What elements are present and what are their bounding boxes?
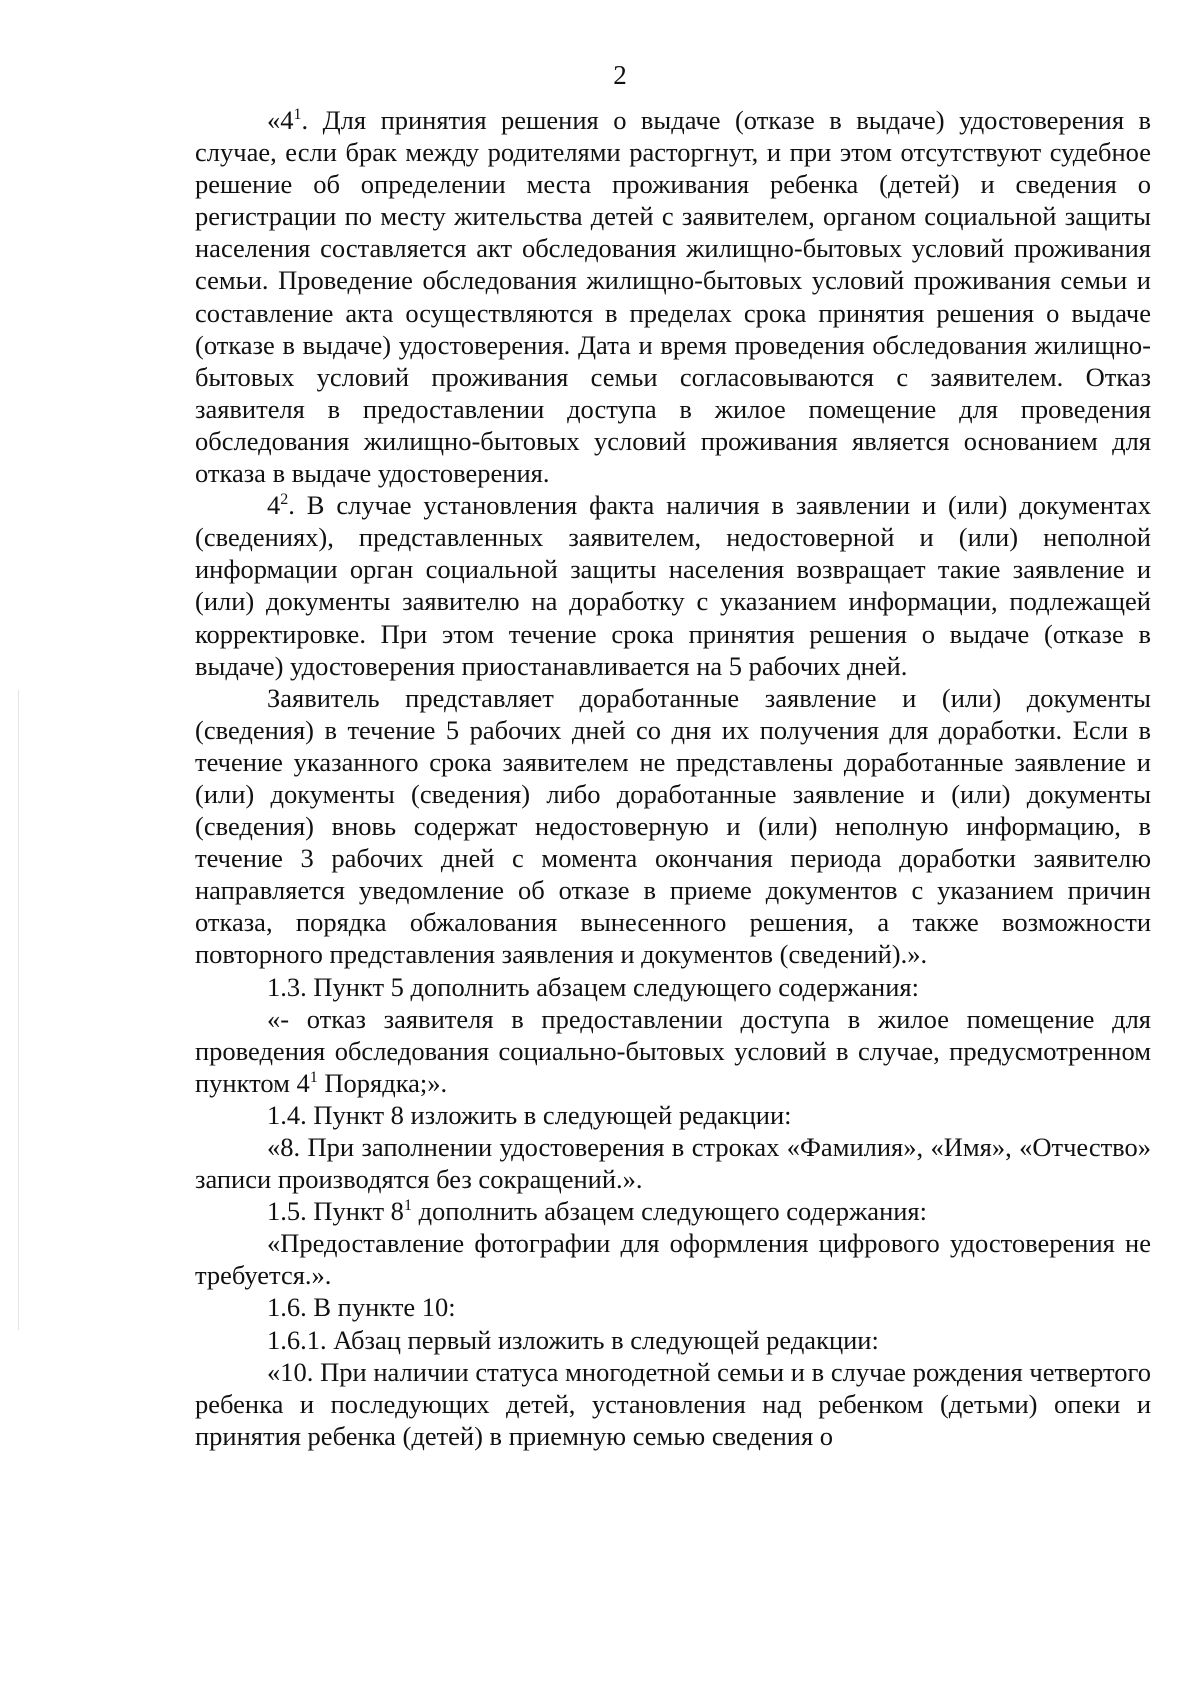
paragraph-text: Порядка;». <box>317 1067 448 1098</box>
page-number: 2 <box>613 60 627 90</box>
paragraph-text: «Предоставление фотографии для оформления цифрового удостоверения не требуется.». <box>195 1228 1151 1291</box>
paragraph-text: 1.6. В пункте 10: <box>267 1292 456 1323</box>
superscript-index: 1 <box>309 1068 318 1086</box>
superscript-index: 1 <box>403 1197 412 1215</box>
paragraph-photo <box>195 1227 1151 1291</box>
paragraph-resubmission <box>195 682 1151 971</box>
paragraph-text: «8. При заполнении удостоверения в строках «Фамилия», «Имя», «Отчество» записи производятся без сокращений.». <box>195 1132 1151 1195</box>
paragraph-10 <box>195 1356 1151 1452</box>
paragraph-text: 1.3. Пункт 5 дополнить абзацем следующего содержания: <box>267 971 919 1002</box>
paragraph-4-2 <box>195 489 1151 682</box>
paragraph-text: 1.4. Пункт 8 изложить в следующей редакции: <box>267 1099 792 1130</box>
document-body <box>195 104 1151 1452</box>
paragraph-text: 1.6.1. Абзац первый изложить в следующей редакции: <box>267 1324 879 1355</box>
scan-edge-mark <box>18 690 19 1330</box>
superscript-index: 2 <box>280 491 289 509</box>
paragraph-text: . Для принятия решения о выдаче (отказе в выдаче) удостоверения в случае, если брак между родителями расторгнут, и при этом отсутствуют судебное решение об определении места проживания ребенка (детей) и сведения о регистрации по месту жительства детей с заявителем, органом социальной защиты населения составляется акт обследования жилищно-бытовых условий проживания семьи. Проведение обследования жилищно-бытовых условий проживания семьи и составление акта осуществляются в пределах срока принятия решения о выдаче (отказе в выдаче) удостоверения. Дата и время проведения обследования жилищно-бытовых условий проживания семьи согласовываются с заявителем. Отказ заявителя в предоставлении доступа в жилое помещение для проведения обследования жилищно-бытовых условий проживания является основанием для отказа в выдаче удостоверения. <box>195 105 1151 489</box>
paragraph-1-5 <box>195 1195 1151 1227</box>
paragraph-text: «- отказ заявителя в предоставлении доступа в жилое помещение для проведения обследования социально-бытовых условий в случае, предусмотренном пунктом 4 <box>195 1003 1151 1098</box>
paragraph-1-3 <box>195 971 1151 1003</box>
paragraph-refusal-access <box>195 1003 1151 1099</box>
paragraph-text: «4 <box>267 105 294 135</box>
paragraph-4-1 <box>195 104 1151 489</box>
paragraph-text: дополнить абзацем следующего содержания: <box>411 1196 927 1227</box>
paragraph-1-4 <box>195 1099 1151 1131</box>
paragraph-text: . В случае установления факта наличия в заявлении и (или) документах (сведениях), представленных заявителем, недостоверной и (или) неполной информации орган социальной защиты населения возвращает такие заявление и (или) документы заявителю на доработку с указанием информации, подлежащей корректировке. При этом течение срока принятия решения о выдаче (отказе в выдаче) удостоверения приостанавливается на 5 рабочих дней. <box>195 490 1151 681</box>
paragraph-1-6 <box>195 1291 1151 1323</box>
paragraph-text: 1.5. Пункт 8 <box>267 1196 404 1227</box>
superscript-index: 1 <box>293 106 302 124</box>
paragraph-text: «10. При наличии статуса многодетной семьи и в случае рождения четвертого ребенка и последующих детей, установления над ребенком (детьми) опеки и принятия ребенка (детей) в приемную семью сведения о <box>195 1356 1151 1451</box>
paragraph-8 <box>195 1131 1151 1195</box>
paragraph-text: Заявитель представляет доработанные заявление и (или) документы (сведения) в течение 5 рабочих дней со дня их получения для доработки. Если в течение указанного срока заявителем не представлены доработанные заявление и (или) документы (сведения) либо доработанные заявление и (или) документы (сведения) вновь содержат недостоверную и (или) неполную информацию, в течение 3 рабочих дней с момента окончания периода доработки заявителю направляется уведомление об отказе в приеме документов с указанием причин отказа, порядка обжалования вынесенного решения, а также возможности повторного представления заявления и документов (сведений).». <box>195 682 1151 970</box>
paragraph-text: 4 <box>267 490 281 521</box>
paragraph-1-6-1 <box>195 1324 1151 1356</box>
